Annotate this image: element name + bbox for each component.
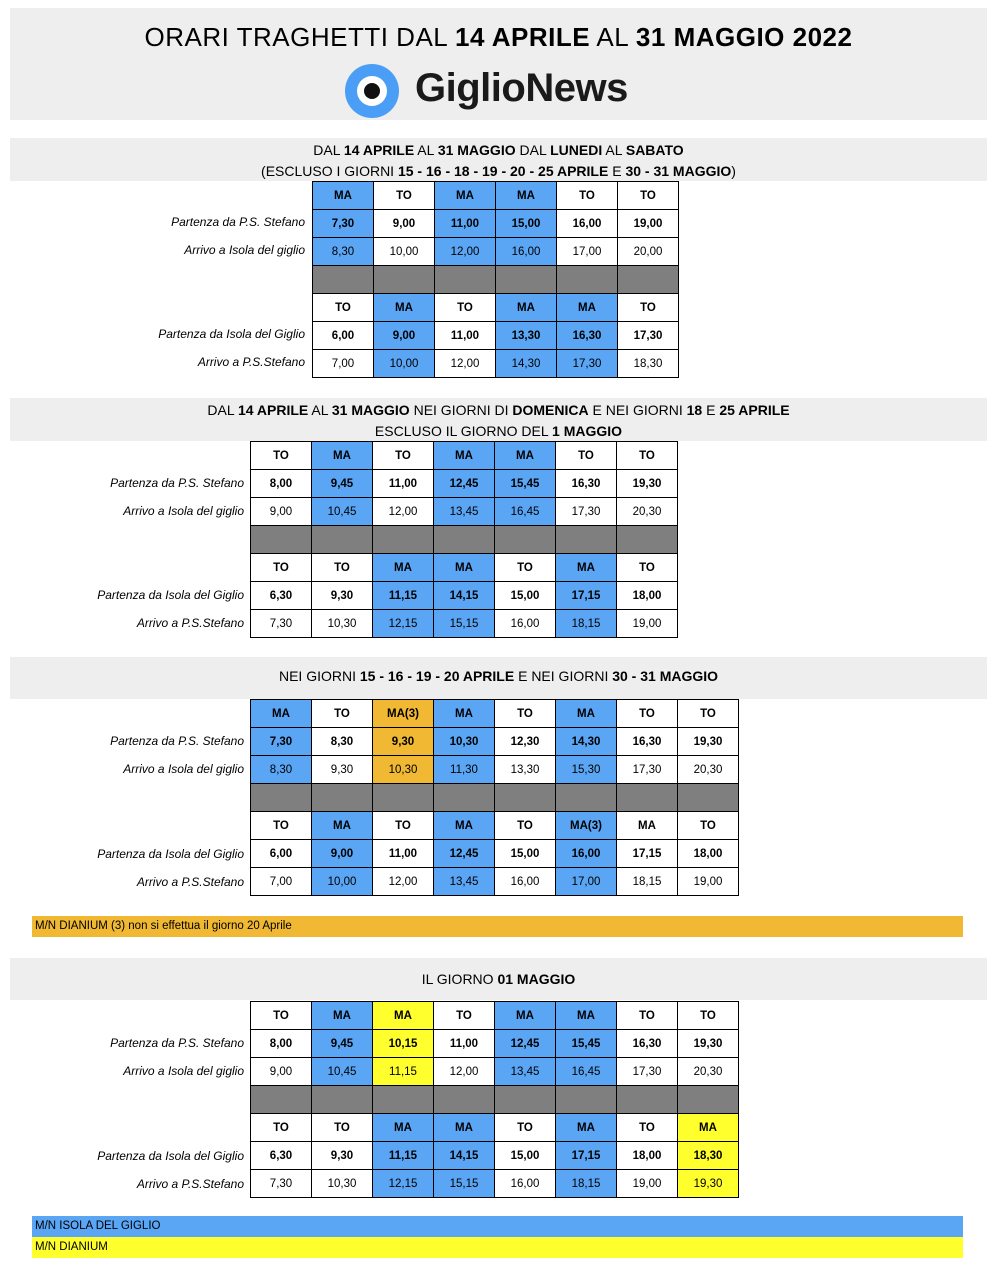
header-cell: MA bbox=[434, 442, 495, 470]
arrival-cell: 16,45 bbox=[556, 1058, 617, 1086]
departure-cell: 15,00 bbox=[495, 840, 556, 868]
timetable-3 bbox=[250, 699, 739, 896]
section-1-header bbox=[10, 138, 987, 181]
arrival-cell: 10,30 bbox=[312, 1170, 373, 1198]
arrival-cell: 10,30 bbox=[373, 756, 434, 784]
departure-cell: 11,00 bbox=[373, 840, 434, 868]
departure-cell: 15,00 bbox=[496, 210, 557, 238]
table-row bbox=[251, 526, 678, 554]
separator-cell bbox=[496, 266, 557, 294]
table-row bbox=[251, 554, 678, 582]
separator-cell bbox=[373, 1086, 434, 1114]
label-dep-stefano: Partenza da P.S. Stefano bbox=[171, 215, 305, 229]
departure-cell: 11,00 bbox=[434, 1030, 495, 1058]
separator-cell bbox=[557, 266, 618, 294]
table-row bbox=[251, 1030, 739, 1058]
arrival-cell: 9,30 bbox=[312, 756, 373, 784]
dianium-note: M/N DIANIUM (3) non si effettua il giorno 20 Aprile bbox=[32, 916, 963, 937]
arrival-cell: 17,00 bbox=[557, 238, 618, 266]
header-cell: TO bbox=[313, 294, 374, 322]
header-cell: MA(3) bbox=[556, 812, 617, 840]
departure-cell: 11,15 bbox=[373, 1142, 434, 1170]
arrival-cell: 12,00 bbox=[435, 238, 496, 266]
header-cell: TO bbox=[618, 294, 679, 322]
departure-cell: 9,45 bbox=[312, 470, 373, 498]
departure-cell: 13,30 bbox=[496, 322, 557, 350]
section-4-header bbox=[10, 958, 987, 1000]
section-2-header bbox=[10, 398, 987, 441]
separator-cell bbox=[251, 526, 312, 554]
arrival-cell: 12,15 bbox=[373, 1170, 434, 1198]
header-cell: MA bbox=[557, 294, 618, 322]
arrival-cell: 18,30 bbox=[618, 350, 679, 378]
separator-cell bbox=[495, 1086, 556, 1114]
arrival-cell: 12,15 bbox=[373, 610, 434, 638]
header-cell: MA bbox=[496, 182, 557, 210]
page-header bbox=[10, 8, 987, 120]
departure-cell: 16,30 bbox=[617, 728, 678, 756]
separator-cell bbox=[435, 266, 496, 294]
arrival-cell: 17,30 bbox=[617, 1058, 678, 1086]
label-arr-stefano: Arrivo a P.S.Stefano bbox=[197, 355, 305, 369]
arrival-cell: 11,15 bbox=[373, 1058, 434, 1086]
table-row bbox=[251, 840, 739, 868]
separator-cell bbox=[556, 1086, 617, 1114]
header-cell: MA bbox=[495, 442, 556, 470]
departure-cell: 12,45 bbox=[495, 1030, 556, 1058]
departure-cell: 19,30 bbox=[678, 728, 739, 756]
header-cell: TO bbox=[617, 554, 678, 582]
table-row bbox=[251, 610, 678, 638]
table-row bbox=[251, 756, 739, 784]
departure-cell: 16,00 bbox=[557, 210, 618, 238]
arrival-cell: 17,30 bbox=[556, 498, 617, 526]
header-cell: TO bbox=[617, 442, 678, 470]
table-row bbox=[313, 294, 679, 322]
header-cell: MA bbox=[312, 442, 373, 470]
arrival-cell: 14,30 bbox=[496, 350, 557, 378]
arrival-cell: 17,00 bbox=[556, 868, 617, 896]
header-cell: MA bbox=[434, 554, 495, 582]
arrival-cell: 18,15 bbox=[617, 868, 678, 896]
separator-cell bbox=[678, 784, 739, 812]
departure-cell: 6,00 bbox=[251, 840, 312, 868]
header-cell: MA bbox=[556, 1114, 617, 1142]
departure-cell: 15,00 bbox=[495, 582, 556, 610]
header-cell: TO bbox=[618, 182, 679, 210]
arrival-cell: 13,45 bbox=[434, 498, 495, 526]
header-cell: MA bbox=[251, 700, 312, 728]
departure-cell: 18,00 bbox=[617, 1142, 678, 1170]
arrival-cell: 19,00 bbox=[617, 610, 678, 638]
timetable-4 bbox=[250, 1001, 739, 1198]
table-row bbox=[313, 210, 679, 238]
arrival-cell: 16,00 bbox=[495, 868, 556, 896]
arrival-cell: 12,00 bbox=[373, 498, 434, 526]
label-arr-giglio: Arrivo a Isola del giglio bbox=[123, 504, 244, 518]
departure-cell: 9,30 bbox=[373, 728, 434, 756]
section-2-title: DAL 14 APRILE AL 31 MAGGIO NEI GIORNI DI DOMENICA E NEI GIORNI 18 E 25 APRILE ESCLUSO IL GIORNO DEL 1 MAGGIO bbox=[207, 402, 790, 439]
departure-cell: 18,30 bbox=[678, 1142, 739, 1170]
separator-cell bbox=[373, 784, 434, 812]
header-cell: TO bbox=[495, 700, 556, 728]
header-cell: TO bbox=[374, 182, 435, 210]
table-row bbox=[251, 812, 739, 840]
arrival-cell: 16,45 bbox=[495, 498, 556, 526]
arrival-cell: 8,30 bbox=[313, 238, 374, 266]
arrival-cell: 16,00 bbox=[496, 238, 557, 266]
departure-cell: 11,15 bbox=[373, 582, 434, 610]
eye-icon bbox=[345, 64, 399, 118]
separator-cell bbox=[618, 266, 679, 294]
separator-cell bbox=[434, 526, 495, 554]
arrival-cell: 10,30 bbox=[312, 610, 373, 638]
separator-cell bbox=[556, 526, 617, 554]
departure-cell: 15,45 bbox=[495, 470, 556, 498]
arrival-cell: 19,00 bbox=[617, 1170, 678, 1198]
timetable-1 bbox=[312, 181, 679, 378]
header-cell: MA bbox=[312, 1002, 373, 1030]
section-4-title: IL GIORNO 01 MAGGIO bbox=[421, 971, 576, 987]
separator-cell bbox=[313, 266, 374, 294]
table-row bbox=[313, 266, 679, 294]
arrival-cell: 19,30 bbox=[678, 1170, 739, 1198]
header-cell: MA bbox=[374, 294, 435, 322]
header-cell: MA(3) bbox=[373, 700, 434, 728]
separator-cell bbox=[251, 1086, 312, 1114]
header-cell: TO bbox=[495, 812, 556, 840]
departure-cell: 17,30 bbox=[618, 322, 679, 350]
header-cell: TO bbox=[617, 700, 678, 728]
arrival-cell: 15,30 bbox=[556, 756, 617, 784]
departure-cell: 6,00 bbox=[313, 322, 374, 350]
label-dep-giglio: Partenza da Isola del Giglio bbox=[97, 847, 244, 861]
table-row bbox=[251, 1058, 739, 1086]
header-cell: TO bbox=[617, 1114, 678, 1142]
label-arr-stefano: Arrivo a P.S.Stefano bbox=[136, 1177, 244, 1191]
separator-cell bbox=[434, 1086, 495, 1114]
label-arr-stefano: Arrivo a P.S.Stefano bbox=[136, 875, 244, 889]
departure-cell: 7,30 bbox=[313, 210, 374, 238]
header-cell: TO bbox=[251, 442, 312, 470]
departure-cell: 19,30 bbox=[617, 470, 678, 498]
arrival-cell: 7,30 bbox=[251, 1170, 312, 1198]
header-cell: MA bbox=[617, 812, 678, 840]
label-dep-giglio: Partenza da Isola del Giglio bbox=[97, 1149, 244, 1163]
arrival-cell: 15,15 bbox=[434, 1170, 495, 1198]
arrival-cell: 7,00 bbox=[251, 868, 312, 896]
header-cell: TO bbox=[678, 1002, 739, 1030]
label-dep-giglio: Partenza da Isola del Giglio bbox=[97, 588, 244, 602]
label-arr-stefano: Arrivo a P.S.Stefano bbox=[136, 616, 244, 630]
departure-cell: 9,00 bbox=[374, 322, 435, 350]
separator-cell bbox=[374, 266, 435, 294]
arrival-cell: 10,00 bbox=[374, 238, 435, 266]
departure-cell: 6,30 bbox=[251, 582, 312, 610]
arrival-cell: 12,00 bbox=[435, 350, 496, 378]
arrival-cell: 10,45 bbox=[312, 1058, 373, 1086]
header-cell: MA bbox=[678, 1114, 739, 1142]
departure-cell: 9,45 bbox=[312, 1030, 373, 1058]
departure-cell: 14,15 bbox=[434, 1142, 495, 1170]
arrival-cell: 17,30 bbox=[557, 350, 618, 378]
departure-cell: 10,30 bbox=[434, 728, 495, 756]
arrival-cell: 13,45 bbox=[495, 1058, 556, 1086]
label-dep-stefano: Partenza da P.S. Stefano bbox=[110, 734, 244, 748]
arrival-cell: 20,30 bbox=[678, 756, 739, 784]
departure-cell: 12,30 bbox=[495, 728, 556, 756]
arrival-cell: 16,00 bbox=[495, 1170, 556, 1198]
separator-cell bbox=[556, 784, 617, 812]
header-cell: MA bbox=[434, 700, 495, 728]
header-cell: TO bbox=[678, 812, 739, 840]
page-title: ORARI TRAGHETTI DAL 14 APRILE AL 31 MAGGIO 2022 bbox=[144, 22, 853, 52]
departure-cell: 18,00 bbox=[678, 840, 739, 868]
departure-cell: 11,00 bbox=[435, 210, 496, 238]
departure-cell: 11,00 bbox=[373, 470, 434, 498]
table-row bbox=[251, 582, 678, 610]
separator-cell bbox=[312, 526, 373, 554]
label-dep-stefano: Partenza da P.S. Stefano bbox=[110, 476, 244, 490]
table-row bbox=[251, 728, 739, 756]
arrival-cell: 8,30 bbox=[251, 756, 312, 784]
label-arr-giglio: Arrivo a Isola del giglio bbox=[123, 1064, 244, 1078]
arrival-cell: 16,00 bbox=[495, 610, 556, 638]
departure-cell: 15,00 bbox=[495, 1142, 556, 1170]
header-cell: MA bbox=[312, 812, 373, 840]
header-cell: MA bbox=[496, 294, 557, 322]
arrival-cell: 18,15 bbox=[556, 610, 617, 638]
table-row bbox=[251, 498, 678, 526]
legend-dianium: M/N DIANIUM bbox=[32, 1237, 963, 1258]
header-cell: TO bbox=[495, 1114, 556, 1142]
separator-cell bbox=[617, 784, 678, 812]
giglionews-logo bbox=[345, 60, 665, 118]
arrival-cell: 7,00 bbox=[313, 350, 374, 378]
arrival-cell: 10,00 bbox=[374, 350, 435, 378]
departure-cell: 9,00 bbox=[312, 840, 373, 868]
arrival-cell: 20,30 bbox=[617, 498, 678, 526]
section-3-header bbox=[10, 657, 987, 699]
table-row bbox=[251, 1142, 739, 1170]
arrival-cell: 20,30 bbox=[678, 1058, 739, 1086]
header-cell: TO bbox=[312, 554, 373, 582]
departure-cell: 12,45 bbox=[434, 470, 495, 498]
separator-cell bbox=[373, 526, 434, 554]
departure-cell: 8,30 bbox=[312, 728, 373, 756]
departure-cell: 15,45 bbox=[556, 1030, 617, 1058]
departure-cell: 9,30 bbox=[312, 1142, 373, 1170]
arrival-cell: 12,00 bbox=[373, 868, 434, 896]
separator-cell bbox=[312, 784, 373, 812]
table-row bbox=[251, 784, 739, 812]
departure-cell: 7,30 bbox=[251, 728, 312, 756]
header-cell: MA bbox=[373, 554, 434, 582]
separator-cell bbox=[312, 1086, 373, 1114]
departure-cell: 10,15 bbox=[373, 1030, 434, 1058]
departure-cell: 6,30 bbox=[251, 1142, 312, 1170]
arrival-cell: 7,30 bbox=[251, 610, 312, 638]
table-row bbox=[251, 442, 678, 470]
table-row bbox=[313, 182, 679, 210]
departure-cell: 9,00 bbox=[374, 210, 435, 238]
departure-cell: 8,00 bbox=[251, 470, 312, 498]
departure-cell: 14,15 bbox=[434, 582, 495, 610]
header-cell: MA bbox=[556, 1002, 617, 1030]
separator-cell bbox=[495, 526, 556, 554]
separator-cell bbox=[617, 1086, 678, 1114]
header-cell: MA bbox=[373, 1002, 434, 1030]
departure-cell: 19,00 bbox=[618, 210, 679, 238]
arrival-cell: 13,45 bbox=[434, 868, 495, 896]
header-cell: MA bbox=[556, 700, 617, 728]
arrival-cell: 19,00 bbox=[678, 868, 739, 896]
arrival-cell: 9,00 bbox=[251, 498, 312, 526]
header-cell: TO bbox=[373, 442, 434, 470]
header-cell: MA bbox=[435, 182, 496, 210]
arrival-cell: 12,00 bbox=[434, 1058, 495, 1086]
table-row bbox=[251, 470, 678, 498]
arrival-cell: 13,30 bbox=[495, 756, 556, 784]
departure-cell: 19,30 bbox=[678, 1030, 739, 1058]
departure-cell: 9,30 bbox=[312, 582, 373, 610]
table-row bbox=[251, 1114, 739, 1142]
departure-cell: 18,00 bbox=[617, 582, 678, 610]
separator-cell bbox=[617, 526, 678, 554]
header-cell: TO bbox=[312, 1114, 373, 1142]
label-dep-stefano: Partenza da P.S. Stefano bbox=[110, 1036, 244, 1050]
arrival-cell: 10,00 bbox=[312, 868, 373, 896]
arrival-cell: 18,15 bbox=[556, 1170, 617, 1198]
header-cell: TO bbox=[556, 442, 617, 470]
header-cell: TO bbox=[251, 554, 312, 582]
table-row bbox=[251, 1002, 739, 1030]
header-cell: TO bbox=[373, 812, 434, 840]
arrival-cell: 20,00 bbox=[618, 238, 679, 266]
header-cell: TO bbox=[495, 554, 556, 582]
departure-cell: 16,00 bbox=[556, 840, 617, 868]
departure-cell: 17,15 bbox=[617, 840, 678, 868]
arrival-cell: 10,45 bbox=[312, 498, 373, 526]
separator-cell bbox=[251, 784, 312, 812]
header-cell: MA bbox=[313, 182, 374, 210]
table-row bbox=[251, 868, 739, 896]
header-cell: TO bbox=[678, 700, 739, 728]
table-row bbox=[313, 322, 679, 350]
departure-cell: 16,30 bbox=[556, 470, 617, 498]
table-row bbox=[251, 1086, 739, 1114]
section-3-title: NEI GIORNI 15 - 16 - 19 - 20 APRILE E NEI GIORNI 30 - 31 MAGGIO bbox=[278, 668, 719, 684]
departure-cell: 17,15 bbox=[556, 582, 617, 610]
logo-text: GiglioNews bbox=[415, 66, 628, 110]
separator-cell bbox=[434, 784, 495, 812]
header-cell: TO bbox=[435, 294, 496, 322]
departure-cell: 17,15 bbox=[556, 1142, 617, 1170]
header-cell: TO bbox=[312, 700, 373, 728]
label-dep-giglio: Partenza da Isola del Giglio bbox=[158, 327, 305, 341]
arrival-cell: 9,00 bbox=[251, 1058, 312, 1086]
departure-cell: 14,30 bbox=[556, 728, 617, 756]
departure-cell: 11,00 bbox=[435, 322, 496, 350]
table-row bbox=[313, 350, 679, 378]
departure-cell: 12,45 bbox=[434, 840, 495, 868]
table-row bbox=[313, 238, 679, 266]
header-cell: TO bbox=[251, 812, 312, 840]
header-cell: MA bbox=[556, 554, 617, 582]
header-cell: TO bbox=[434, 1002, 495, 1030]
departure-cell: 8,00 bbox=[251, 1030, 312, 1058]
label-arr-giglio: Arrivo a Isola del giglio bbox=[123, 762, 244, 776]
arrival-cell: 15,15 bbox=[434, 610, 495, 638]
header-cell: MA bbox=[434, 1114, 495, 1142]
departure-cell: 16,30 bbox=[617, 1030, 678, 1058]
timetable-2 bbox=[250, 441, 678, 638]
header-cell: TO bbox=[251, 1002, 312, 1030]
header-cell: MA bbox=[495, 1002, 556, 1030]
separator-cell bbox=[495, 784, 556, 812]
arrival-cell: 11,30 bbox=[434, 756, 495, 784]
label-arr-giglio: Arrivo a Isola del giglio bbox=[184, 243, 305, 257]
section-1-title: DAL 14 APRILE AL 31 MAGGIO DAL LUNEDI AL SABATO (ESCLUSO I GIORNI 15 - 16 - 18 - 19 - 20 - 25 APRILE E 30 - 31 MAGGIO) bbox=[261, 142, 736, 179]
header-cell: TO bbox=[617, 1002, 678, 1030]
legend-isola-del-giglio: M/N ISOLA DEL GIGLIO bbox=[32, 1216, 963, 1237]
header-cell: MA bbox=[373, 1114, 434, 1142]
departure-cell: 16,30 bbox=[557, 322, 618, 350]
table-row bbox=[251, 700, 739, 728]
header-cell: MA bbox=[434, 812, 495, 840]
separator-cell bbox=[678, 1086, 739, 1114]
arrival-cell: 17,30 bbox=[617, 756, 678, 784]
header-cell: TO bbox=[557, 182, 618, 210]
header-cell: TO bbox=[251, 1114, 312, 1142]
table-row bbox=[251, 1170, 739, 1198]
